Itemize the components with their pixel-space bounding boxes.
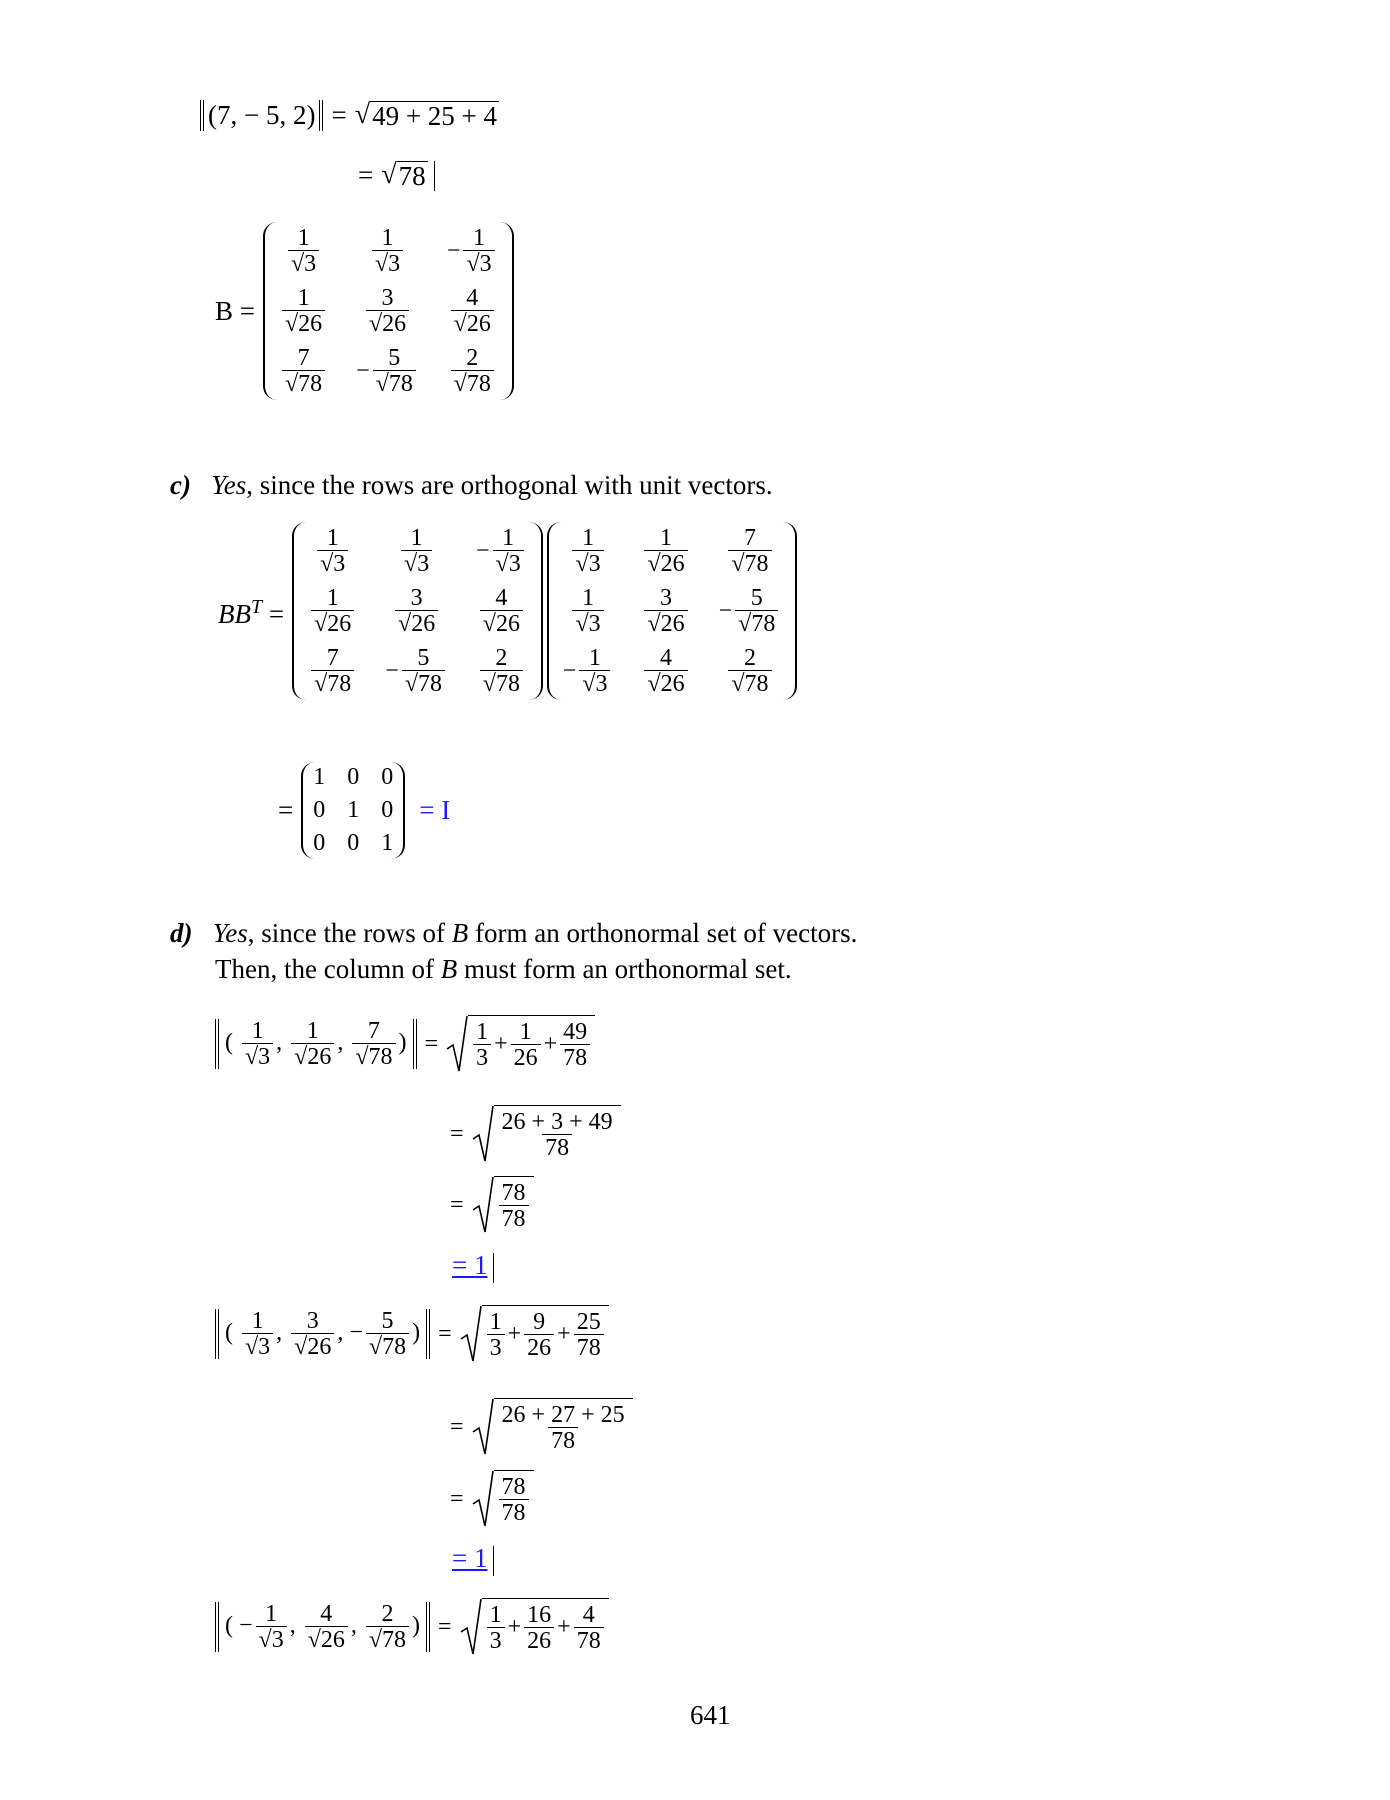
col2-result: = 1 — [452, 1543, 494, 1576]
part-d-label: d) — [170, 918, 193, 948]
norm-equation-result: = √ 78 — [358, 160, 435, 191]
col2-step3: = $\frac{78}{78}$ — [450, 1470, 534, 1528]
norm-rhs1: 49 + 25 + 4 — [372, 100, 498, 131]
bbt-sup: T — [251, 595, 263, 618]
norm-equation: (7, − 5, 2) = √ 49 + 25 + 4 — [200, 100, 499, 131]
identity-result: = 1 0 0 0 1 0 0 0 1 = I — [278, 762, 450, 859]
part-c-yes: Yes — [211, 470, 247, 500]
part-c-text — [170, 470, 773, 501]
norm-rhs2: 78 — [398, 160, 426, 191]
col2-norm: ( $\frac{1}{√3}$ , $\frac{3}{√26}$ , − $\frac{5}{√78}$ ) = $\frac{1}{3}$ + $\frac{9}{26}$ + $\frac{25}{78}$ — [215, 1305, 609, 1363]
norm-lhs: (7, − 5, 2) — [200, 100, 323, 131]
matrix-b-label: B = — [215, 295, 255, 326]
matrix-b: $\frac{1}{√3}$ $\frac{1}{√3}$ − $\frac{1}{√3}$ $\frac{1}{√26}$ $\frac{3}{√26}$ $\frac{4}{√26}$ $\frac{7}{√78}$ − $\frac{5}{√78}$ $\frac{2}{√78}$ — [263, 222, 514, 400]
part-c-label: c) — [170, 470, 191, 500]
col3-norm: ( − $\frac{1}{√3}$ , $\frac{4}{√26}$ , $\frac{2}{√78}$ ) = $\frac{1}{3}$ + $\frac{16}{26}$ + $\frac{4}{78}$ — [215, 1598, 609, 1656]
col1-step2: = $\frac{26 + 3 + 49}{78}$ — [450, 1105, 621, 1163]
matrix-b-transpose: $\frac{1}{√3}$ $\frac{1}{√26}$ $\frac{7}{√78}$ $\frac{1}{√3}$ $\frac{3}{√26}$ − $\frac{5}{√78}$ − $\frac{1}{√3}$ $\frac{4}{√26}$ $\frac{2}{√78}$ — [547, 522, 798, 700]
bbt-product: $BB^T$ = $\frac{1}{√3}$ $\frac{1}{√3}$ − $\frac{1}{√3}$ $\frac{1}{√26}$ $\frac{3}{√26}$ $\frac{4}{√26}$ $\frac{7}{√78}$ − $\frac{5}{√78}$ $\frac{2}{√78}$ $\frac{1}{√3}$ $\frac{1}{√26}$ $\frac{7}{√78}$ $\frac{1}{√3}$ $\frac{3}{√26}$ − $\frac{5}{√78}$ − $\frac{1}{√3}$ $\frac{4}{√26}$ $\frac{2}{√78}$ — [218, 522, 797, 700]
col2-step2: = $\frac{26 + 27 + 25}{78}$ — [450, 1398, 633, 1456]
identity-matrix: 1 0 0 0 1 0 0 0 1 — [301, 762, 405, 859]
col1-norm: ( $\frac{1}{√3}$ , $\frac{1}{√26}$ , $\frac{7}{√78}$ ) = $\frac{1}{3}$ + $\frac{1}{26}$ + $\frac{49}{78}$ — [215, 1015, 595, 1073]
part-d-text: d) Yes, since the rows of B form an orthonormal set of vectors. Then, the column of B must form an orthonormal set. — [170, 918, 858, 984]
matrix-b-block — [215, 222, 514, 400]
col1-step3: = $\frac{78}{78}$ — [450, 1176, 534, 1234]
page-number: 641 — [690, 1700, 731, 1730]
bbt-label: BB — [218, 598, 251, 629]
col1-result: = 1 — [452, 1250, 494, 1283]
matrix-b-left: $\frac{1}{√3}$ $\frac{1}{√3}$ − $\frac{1}{√3}$ $\frac{1}{√26}$ $\frac{3}{√26}$ $\frac{4}{√26}$ $\frac{7}{√78}$ − $\frac{5}{√78}$ $\frac{2}{√78}$ — [292, 522, 543, 700]
equals-identity: = I — [419, 795, 451, 825]
part-c-sentence: , since the rows are orthogonal with unit vectors. — [246, 470, 773, 500]
